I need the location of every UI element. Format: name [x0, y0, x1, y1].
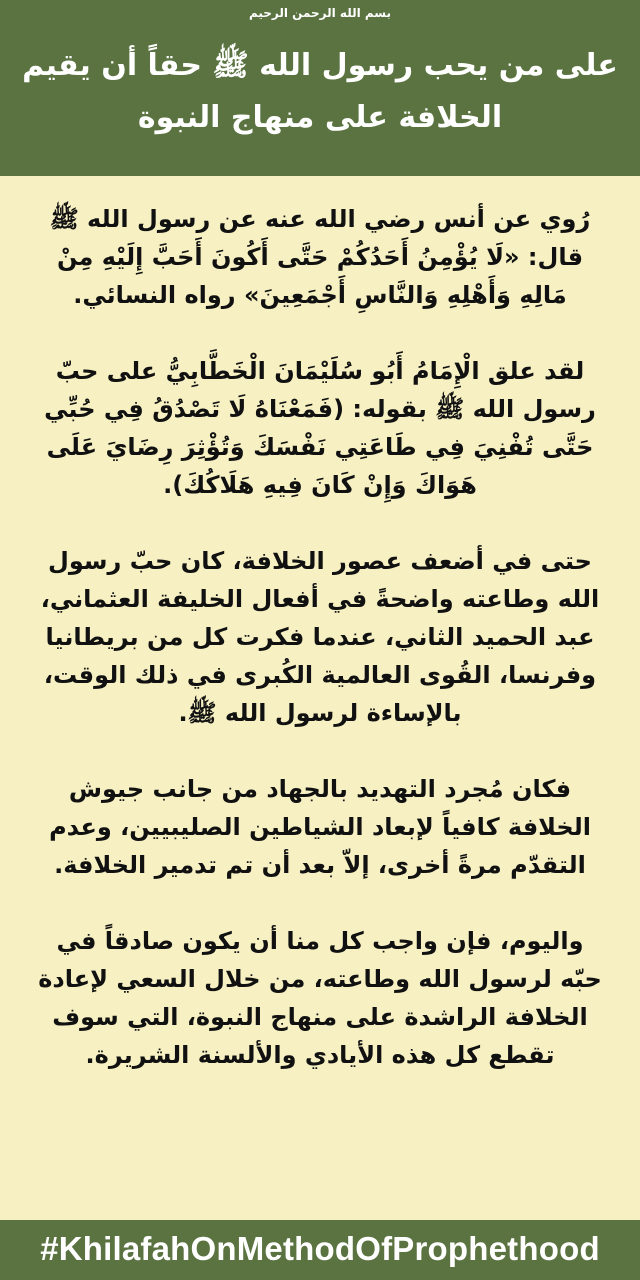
- page-title: على من يحب رسول الله ﷺ حقاً أن يقيم الخلافة على منهاج النبوة: [22, 48, 618, 135]
- paragraph-abdulhamid: حتى في أضعف عصور الخلافة، كان حبّ رسول الله وطاعته واضحةً في أفعال الخليفة العثماني، عبد الحميد الثاني، عندما فكرت كل من بريطانيا وفرنسا، القُوى العالمية الكُبرى في ذلك الوقت، بالإساءة لرسول الله ﷺ.: [40, 547, 600, 727]
- footer-banner: [0, 1220, 640, 1280]
- main-text: [34, 200, 606, 1074]
- paragraph-jihad-threat: فكان مُجرد التهديد بالجهاد من جانب جيوش الخلافة كافياً لإبعاد الشياطين الصليبيين، وعدم التقدّم مرةً أخرى، إلاّ بعد أن تم تدمير الخلافة.: [49, 775, 591, 879]
- basmala: بسم الله الرحمن الرحيم: [248, 6, 392, 20]
- header-banner: [0, 0, 640, 176]
- paragraph-today: واليوم، فإن واجب كل منا أن يكون صادقاً في حبّه لرسول الله وطاعته، من خلال السعي لإعادة الخلافة الراشدة على منهاج النبوة، التي سوف تقطع كل هذه الأيادي والألسنة الشريرة.: [38, 927, 602, 1069]
- hashtag: #KhilafahOnMethodOfProphethood: [40, 1230, 600, 1267]
- paragraph-hadith: رُوي عن أنس رضي الله عنه عن رسول الله ﷺ قال: «لَا يُؤْمِنُ أَحَدُكُمْ حَتَّى أَكُونَ أَحَبَّ إِلَيْهِ مِنْ مَالِهِ وَأَهْلِهِ وَالنَّاسِ أَجْمَعِينَ» رواه النسائي.: [49, 205, 591, 309]
- paragraph-khattabi: لقد علق الْإِمَامُ أَبُو سُلَيْمَانَ الْخَطَّابِيُّ على حبّ رسول الله ﷺ بقوله: (فَمَعْنَاهُ لَا تَصْدُقُ فِي حُبِّي حَتَّى تُفْنِيَ فِي طَاعَتِي نَفْسَكَ وَتُؤْثِرَ رِضَايَ عَلَى هَوَاكَ وَإِنْ كَانَ فِيهِ هَلَاكُكَ).: [44, 357, 596, 499]
